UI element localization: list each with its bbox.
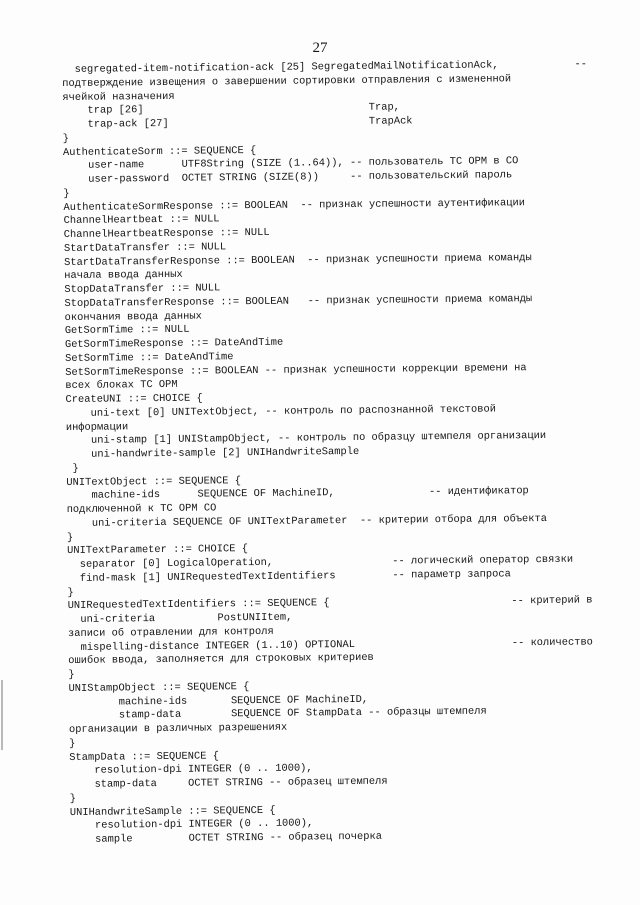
code-segment: } [67,586,74,599]
code-segment: информации [65,420,129,434]
code-segment: CreateUNI ::= CHOICE { [65,392,203,406]
code-segment: GetSormTimeResponse ::= DateAndTime [64,336,284,351]
code-segment: подключенной к ТС ОРМ СО [66,502,217,516]
code-segment: -- [574,58,588,71]
code-segment: ошибок ввода, заполняется для строковых критериев [68,652,374,668]
code-segment: записи об отравлении для контроля [67,625,274,640]
code-segment: } [62,132,70,145]
code-segment: StartDataTransfer ::= NULL [63,241,227,255]
code-segment: StampData ::= SEQUENCE { [69,749,219,764]
code-segment: -- критерий в [511,594,593,608]
code-segment: user-name UTF8String (SIZE (1..64)), -- пользователь ТС ОРМ в СО [88,155,519,172]
code-segment: machine-ids SEQUENCE OF MachineID, [91,487,335,502]
code-segment: segregated-item-notification-ack [25] SegregatedMailNotificationAck, [74,59,499,76]
code-segment: ChannelHeartbeat ::= NULL [63,213,220,228]
code-segment: UNIHandwriteSample ::= SEQUENCE { [69,804,276,819]
code-segment: -- количество [511,635,593,649]
code-segment: mispelling-distance INTEGER (1..10) OPTIONAL [80,638,356,654]
code-segment: организации в различных разрешениях [68,721,288,736]
code-segment: uni-criteria SEQUENCE OF UNITextParameter -- критерии отбора для объекта [91,512,548,530]
asn1-listing [62,58,630,848]
code-segment: resolution-dpi INTEGER (0 .. 1000), [94,817,314,832]
code-segment: separator [0] LogicalOperation, [79,556,274,571]
code-segment: начала ввода данных [64,268,183,283]
code-segment: всех блоках ТС ОРМ [65,379,178,393]
code-segment: stamp-data OCTET STRING -- образец штемпеля [94,775,388,791]
code-segment: user-password OCTET STRING (SIZE(8)) -- пользовательский пароль [88,169,513,186]
code-segment: подтверждение извещения о завершении сортировки отправления с измененной [62,73,512,90]
code-segment: окончания ввода данных [64,310,202,324]
code-segment: Trap, [368,101,400,115]
code-segment: machine-ids SEQUENCE OF MachineID, [118,693,369,708]
code-segment: UNITextParameter ::= CHOICE { [67,543,248,558]
code-segment: UNIRequestedTextIdentifiers ::= SEQUENCE { [67,597,330,613]
code-segment: UNIStampObject ::= SEQUENCE { [68,680,250,695]
code-segment: uni-stamp [1] UNIStampObject, -- контроль по образцу штемпеля организации [90,430,547,447]
code-segment: TrapAck [368,115,413,128]
code-segment: StartDataTransferResponse ::= BOOLEAN -- признак успешности приема команды [64,251,532,269]
code-segment: stamp-data SEQUENCE OF StampData -- образцы штемпеля [118,705,487,722]
scan-edge-mark [1,680,3,750]
code-segment: -- параметр запроса [392,568,511,582]
code-segment: uni-criteria PostUNIItem, [80,611,293,626]
code-segment: ChannelHeartbeatResponse ::= NULL [63,226,270,241]
code-segment: uni-text [0] UNITextObject, -- контроль по распознанной текстовой [90,403,497,420]
code-segment: AuthenticateSormResponse ::= BOOLEAN -- признак успешности аутентификации [63,196,525,214]
code-segment: SetSormTime ::= DateAndTime [65,350,234,365]
code-segment: StopDataTransfer ::= NULL [64,282,221,296]
code-segment: SetSormTimeResponse ::= BOOLEAN -- признак успешности коррекции времени на [65,361,527,379]
code-segment: } [68,668,75,681]
code-segment: } [63,187,70,200]
code-segment: trap [26] [87,104,144,117]
code-segment: sample OCTET STRING -- образец почерка [95,830,383,846]
code-segment: } [72,462,79,475]
code-segment: ячейкой назначения [62,90,175,104]
code-segment: } [69,737,76,750]
code-segment: uni-handwrite-sample [2] UNIHandwriteSample [91,445,360,461]
code-segment: StopDataTransferResponse ::= BOOLEAN -- признак успешности приема команды [64,292,533,310]
code-segment: -- идентификатор [428,485,529,499]
code-segment: GetSormTime ::= NULL [64,323,190,338]
code-segment: resolution-dpi INTEGER (0 .. 1000), [94,762,313,777]
code-segment: trap-ack [27] [87,117,169,131]
code-segment: AuthenticateSorm ::= SEQUENCE { [62,144,257,159]
code-segment: find-mask [1] UNIRequestedTextIdentifiers [79,569,336,585]
code-segment: UNITextObject ::= SEQUENCE { [66,474,242,489]
code-segment: -- логический оператор связки [392,553,574,568]
code-segment: } [66,531,74,544]
code-segment: } [69,792,77,805]
page-number: 27 [312,40,328,56]
